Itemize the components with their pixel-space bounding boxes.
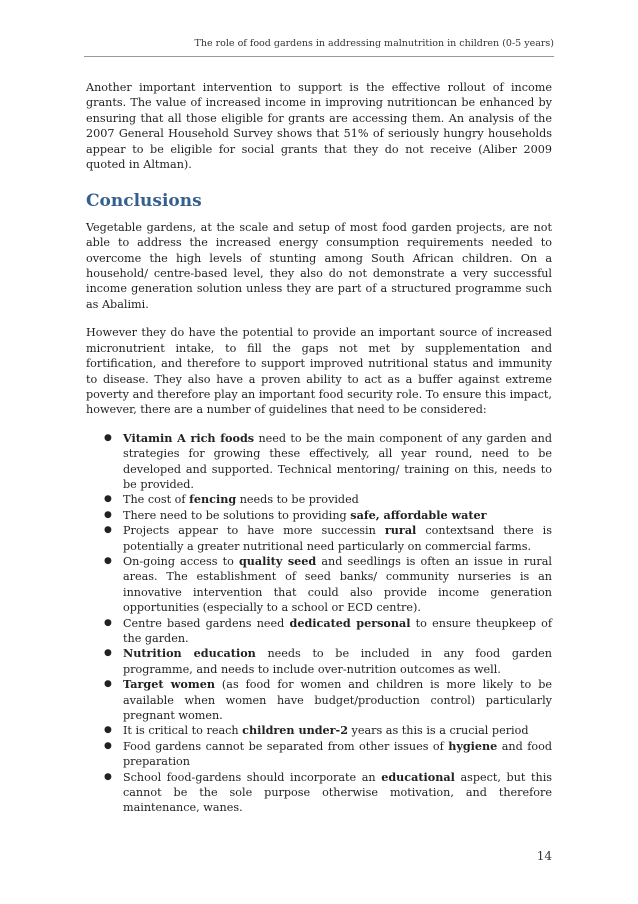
item-text: On-going access to: [123, 554, 239, 568]
item-text: Projects appear to have more successin: [123, 524, 385, 538]
item-text: It is critical to reach: [123, 724, 243, 738]
bullet-icon: ●: [104, 509, 112, 520]
bullet-icon: ●: [104, 432, 112, 443]
item-text: There need to be solutions to providing: [123, 508, 351, 522]
item-emphasis: rural: [384, 523, 417, 538]
item-text: Centre based gardens need: [123, 616, 290, 630]
list-item: [104, 430, 552, 493]
item-emphasis: Nutrition education: [123, 646, 256, 661]
item-emphasis: children under-2: [242, 723, 348, 738]
item-text: The cost of: [123, 493, 190, 507]
item-emphasis: Target women: [123, 677, 215, 692]
item-text: needs to be provided: [236, 493, 359, 507]
item-emphasis: educational: [381, 769, 455, 784]
item-emphasis: dedicated personal: [289, 615, 411, 630]
item-emphasis: fencing: [189, 492, 237, 507]
list-item: [104, 769, 553, 816]
header-divider: [84, 56, 554, 57]
bullet-icon: ●: [104, 679, 112, 690]
list-item: [104, 723, 552, 738]
bullet-icon: ●: [104, 771, 112, 782]
list-item: [104, 523, 552, 554]
item-text: needs to be included in any food garden programme, and needs to include over-nutrition outcomes as well.: [123, 647, 552, 676]
running-header: The role of food gardens in addressing malnutrition in children (0-5 years): [194, 38, 554, 49]
item-text: and food preparation: [123, 739, 552, 769]
item-emphasis: safe, affordable water: [350, 507, 487, 522]
list-item: [104, 492, 552, 507]
page-number: 14: [536, 849, 552, 863]
bullet-icon: ●: [104, 555, 112, 566]
item-emphasis: quality seed: [238, 553, 317, 568]
page-body: [86, 80, 552, 816]
item-text: need to be the main component of any garden and strategies for growing these effectively, all year round, need to be developed and supported. Technical mentoring/ training on this, needs to be provided.: [123, 431, 552, 491]
item-emphasis: Vitamin A rich foods: [123, 430, 255, 445]
list-item: [104, 553, 553, 616]
list-item: [104, 646, 552, 677]
item-text: (as food for women and children is more likely to be available when women have budget/production control) particularly pregnant women.: [123, 678, 552, 723]
bullet-icon: ●: [104, 725, 112, 736]
intro-paragraph: Another important intervention to support is the effective rollout of income grants. The value of increased income in improving nutritioncan be enhanced by ensuring that all those eligible for grants are accessing them. An analysis of the 2007 General Household Survey shows that 51% of seriously hungry households appear to be eligible for social grants that they do not receive (Aliber 2009 quoted in Altman).: [86, 81, 552, 172]
bullet-icon: ●: [104, 494, 112, 505]
bullet-icon: ●: [104, 617, 112, 628]
list-item: [104, 615, 552, 647]
list-item: [104, 507, 552, 523]
list-item: [104, 738, 552, 770]
conclusion-paragraph-2: However they do have the potential to provide an important source of increased micronutrient intake, to fill the gaps not met by supplementation and fortification, and therefore to support improved nutritional status and immunity to disease. They also have a proven ability to act as a buffer against extreme poverty and therefore play an important food security role. To ensure this impact, however, there are a number of guidelines that need to be considered:: [86, 326, 552, 417]
list-item: [104, 677, 552, 723]
bullet-icon: ●: [104, 525, 112, 536]
item-text: years as this is a crucial period: [347, 724, 529, 738]
section-heading-conclusions: Conclusions: [86, 191, 202, 212]
item-text: contextsand there is potentially a greater nutritional need particularly on commercial farms.: [123, 524, 552, 553]
bullet-icon: ●: [104, 740, 112, 751]
item-text: and seedlings is often an issue in rural areas. The establishment of seed banks/ community nurseries is an innovative intervention that could also provide income generation opportunities (especially to a school or ECD centre).: [123, 554, 553, 615]
bullet-icon: ●: [104, 648, 112, 659]
item-text: School food-gardens should incorporate an: [123, 770, 382, 784]
item-text: aspect, but this cannot be the sole purpose otherwise motivation, and therefore maintenance, wanes.: [123, 770, 553, 815]
item-emphasis: hygiene: [448, 738, 498, 753]
guidelines-list: [86, 431, 552, 816]
item-text: to ensure theupkeep of the garden.: [123, 616, 552, 645]
conclusion-paragraph-1: Vegetable gardens, at the scale and setup of most food garden projects, are not able to address the increased energy consumption requirements needed to overcome the high levels of stunting among South African children. On a household/ centre-based level, they also do not demonstrate a very successful income generation solution unless they are part of a structured programme such as Abalimi.: [86, 220, 552, 311]
item-text: Food gardens cannot be separated from other issues of: [123, 739, 449, 753]
